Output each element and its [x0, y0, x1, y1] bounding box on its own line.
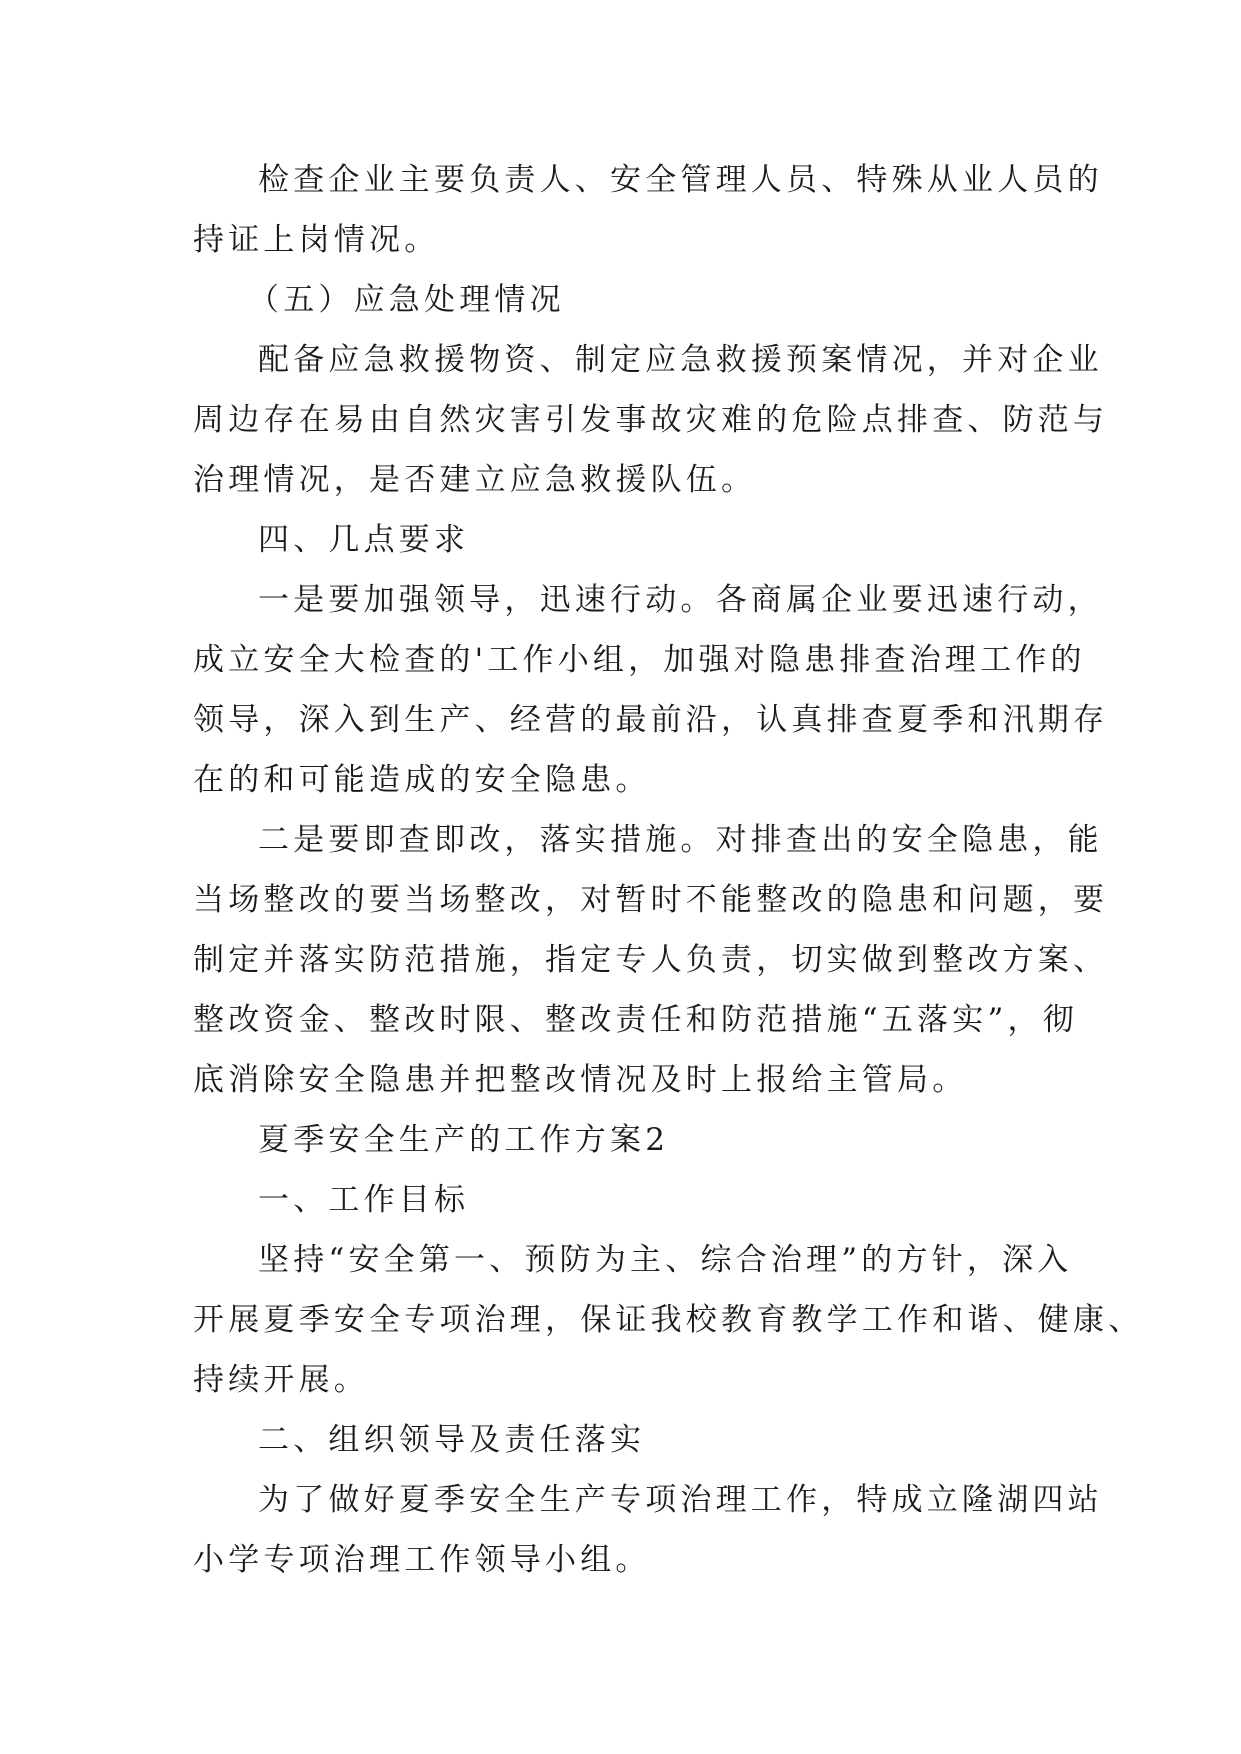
paragraph-line: 当场整改的要当场整改，对暂时不能整改的隐患和问题，要 — [193, 882, 1109, 918]
paragraph-line: 为了做好夏季安全生产专项治理工作，特成立隆湖四站 — [258, 1482, 1103, 1518]
paragraph-line: 领导，深入到生产、经营的最前沿，认真排查夏季和汛期存 — [193, 702, 1109, 738]
section-heading: 四、几点要求 — [258, 522, 470, 558]
paragraph-line: 检查企业主要负责人、安全管理人员、特殊从业人员的 — [258, 162, 1103, 198]
section-heading: 一、工作目标 — [258, 1182, 470, 1218]
paragraph-line: 治理情况，是否建立应急救援队伍。 — [193, 462, 757, 498]
paragraph-line: 坚持“安全第一、预防为主、综合治理”的方针，深入 — [258, 1242, 1073, 1278]
paragraph-line: 配备应急救援物资、制定应急救援预案情况，并对企业 — [258, 342, 1103, 378]
section-heading: 二、组织领导及责任落实 — [258, 1422, 646, 1458]
section-heading: （五）应急处理情况 — [248, 282, 565, 318]
paragraph-line: 开展夏季安全专项治理，保证我校教育教学工作和谐、健康、 — [193, 1302, 1144, 1338]
paragraph-line: 整改资金、整改时限、整改责任和防范措施“五落实”，彻 — [193, 1002, 1078, 1038]
paragraph-line: 在的和可能造成的安全隐患。 — [193, 762, 651, 798]
document-subtitle: 夏季安全生产的工作方案2 — [258, 1122, 670, 1158]
document-body — [193, 158, 1144, 1598]
paragraph-line: 制定并落实防范措施，指定专人负责，切实做到整改方案、 — [193, 942, 1109, 978]
paragraph-line: 底消除安全隐患并把整改情况及时上报给主管局。 — [193, 1062, 968, 1098]
paragraph-line: 持续开展。 — [193, 1362, 369, 1398]
paragraph-line: 成立安全大检查的'工作小组，加强对隐患排查治理工作的 — [193, 642, 1086, 678]
paragraph-line: 小学专项治理工作领导小组。 — [193, 1542, 651, 1578]
paragraph-line: 二是要即查即改，落实措施。对排查出的安全隐患，能 — [258, 822, 1103, 858]
paragraph-line: 一是要加强领导，迅速行动。各商属企业要迅速行动， — [258, 582, 1103, 618]
paragraph-line: 持证上岗情况。 — [193, 222, 440, 258]
paragraph-line: 周边存在易由自然灾害引发事故灾难的危险点排查、防范与 — [193, 402, 1109, 438]
